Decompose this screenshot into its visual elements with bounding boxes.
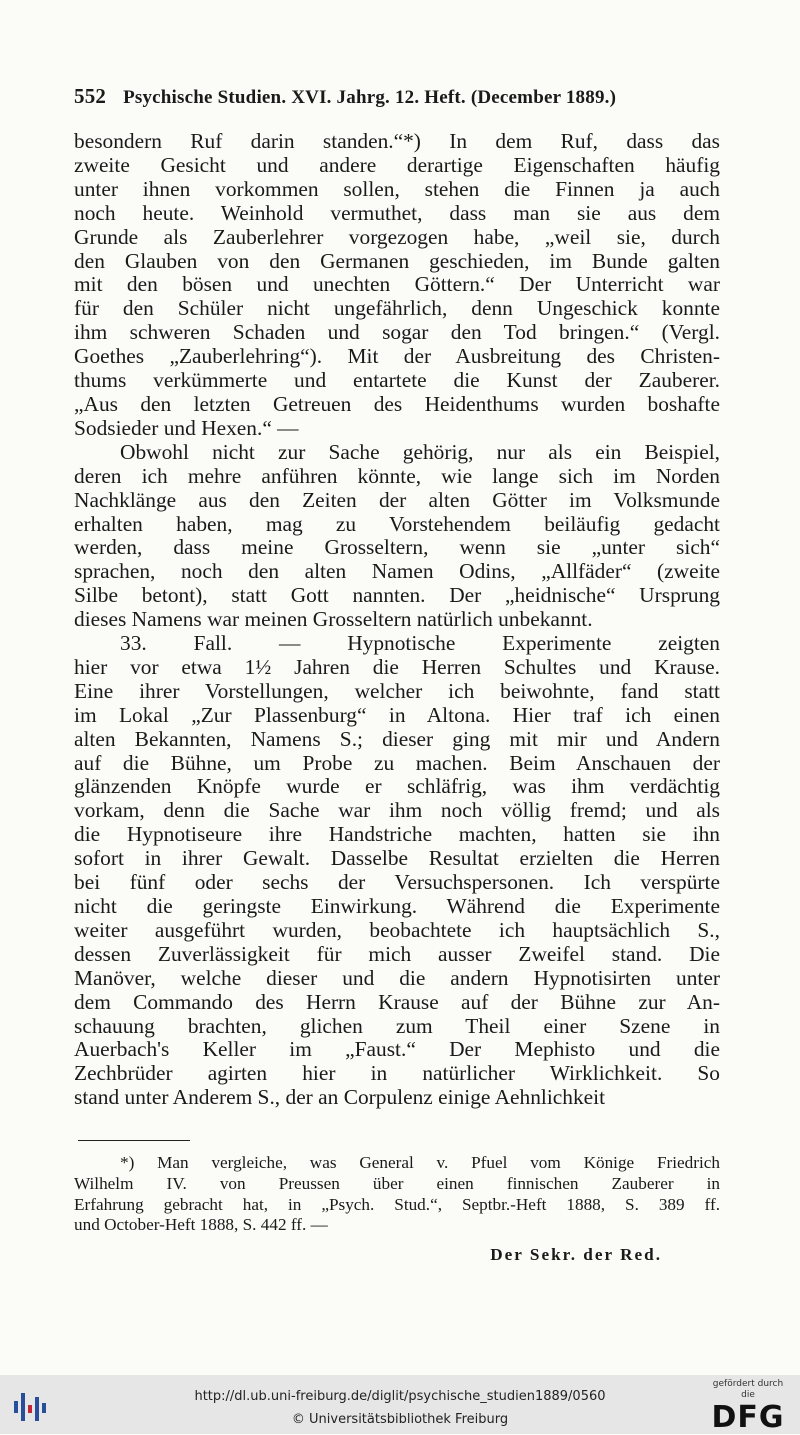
body-line: Auerbach's Keller im „Faust.“ Der Mephisto und die (74, 1038, 720, 1062)
body-line: bei fünf oder sechs der Versuchspersonen. Ich verspürte (74, 871, 720, 895)
body-line: thums verkümmerte und entartete die Kunst der Zauberer. (74, 369, 720, 393)
footnote-line: Erfahrung gebracht hat, in „Psych. Stud.“, Septbr.-Heft 1888, S. 389 ff. (74, 1194, 720, 1214)
body-line: mit den bösen und unechten Göttern.“ Der Unterricht war (74, 273, 720, 297)
body-line: noch heute. Weinhold vermuthet, dass man sie aus dem (74, 201, 720, 225)
body-line: alten Bekannten, Namens S.; dieser ging mit mir und Andern (74, 727, 720, 751)
running-header (74, 84, 724, 109)
dfg-logo-icon[interactable] (706, 1379, 790, 1435)
body-line: vorkam, denn die Sache war ihm noch völlig fremd; und als (74, 799, 720, 823)
body-line: Eine ihrer Vorstellungen, welcher ich beiwohnte, fand statt (74, 679, 720, 703)
body-line: „Aus den letzten Getreuen des Heidenthums wurden boshafte (74, 392, 720, 416)
body-line: 33. Fall. — Hypnotische Experimente zeigten (120, 632, 720, 656)
page-number: 552 (74, 84, 107, 108)
body-line: die Hypnotiseure ihre Handstriche machten, hatten sie ihn (74, 823, 720, 847)
body-line: für den Schüler nicht ungefährlich, denn Ungeschick konnte (74, 297, 720, 321)
body-line: werden, dass meine Grosseltern, wenn sie „unter sich“ (74, 536, 720, 560)
body-text (74, 130, 720, 1110)
body-line: stand unter Anderem S., der an Corpulenz einige Aehnlichkeit (74, 1086, 606, 1110)
body-line: unter ihnen vorkommen sollen, stehen die Finnen ja auch (74, 177, 720, 201)
body-line: auf die Bühne, um Probe zu machen. Beim Anschauen der (74, 751, 720, 775)
body-line: dem Commando des Herrn Krause auf der Bühne zur An- (74, 990, 720, 1014)
body-line: erhalten haben, mag zu Vorstehendem beiläufig gedacht (74, 512, 720, 536)
footnote (74, 1153, 720, 1266)
body-line: nicht die geringste Einwirkung. Während die Experimente (74, 895, 720, 918)
body-line: dessen Zuverlässigkeit für mich ausser Zweifel stand. Die (74, 942, 720, 966)
footnote-line: Wilhelm IV. von Preussen über einen finnischen Zauberer in (74, 1173, 720, 1193)
body-line: besondern Ruf darin standen.“*) In dem Ruf, dass das (74, 130, 720, 153)
body-line: den Glauben von den Germanen geschieden, im Bunde galten (74, 249, 720, 273)
body-line: glänzenden Knöpfe wurde er schläfrig, was ihm verdächtig (74, 775, 720, 799)
body-line: sofort in ihrer Gewalt. Dasselbe Resultat erzielten die Herren (74, 847, 720, 871)
body-line: schauung brachten, glichen zum Theil einer Szene in (74, 1014, 720, 1038)
body-line: Manöver, welche dieser und die andern Hypnotisirten unter (74, 966, 720, 990)
copyright-notice: © Universitätsbibliothek Freiburg (291, 1412, 509, 1427)
body-line: sprachen, noch den alten Namen Odins, „Allfäder“ (zweite (74, 560, 720, 584)
body-line: Grunde als Zauberlehrer vorgezogen habe, „weil sie, durch (74, 225, 720, 249)
footnote-line: und October-Heft 1888, S. 442 ff. — (74, 1215, 328, 1235)
dfg-logo-text: DFG (711, 1400, 785, 1435)
footer-bar (0, 1375, 800, 1434)
body-line: zweite Gesicht und andere derartige Eigenschaften häufig (74, 153, 720, 177)
body-line: Sodsieder und Hexen.“ — (74, 416, 299, 440)
footnote-signature: Der Sekr. der Red. (490, 1245, 662, 1265)
body-line: Goethes „Zauberlehring“). Mit der Ausbreitung des Christen- (74, 345, 720, 369)
footnote-rule (78, 1140, 190, 1141)
body-line: im Lokal „Zur Plassenburg“ in Altona. Hier traf ich einen (74, 703, 720, 727)
body-line: ihm schweren Schaden und sogar den Tod bringen.“ (Vergl. (74, 321, 720, 345)
body-line: hier vor etwa 1½ Jahren die Herren Schultes und Krause. (74, 655, 720, 679)
body-line: Obwohl nicht zur Sache gehörig, nur als ein Beispiel, (120, 440, 720, 464)
body-line: Nachklänge aus den Zeiten der alten Götter im Volksmunde (74, 488, 720, 512)
running-head: Psychische Studien. XVI. Jahrg. 12. Heft. (December 1889.) (123, 87, 617, 108)
footnote-line: *) Man vergleiche, was General v. Pfuel vom Könige Friedrich (120, 1153, 720, 1172)
body-line: weiter ausgeführt wurden, beobachtete ich hauptsächlich S., (74, 918, 720, 942)
body-line: deren ich mehre anführen könnte, wie lange sich im Norden (74, 464, 720, 488)
dfg-caption: gefördert durch die (712, 1379, 784, 1400)
body-line: dieses Namens war meinen Grosseltern natürlich unbekannt. (74, 608, 593, 632)
body-line: Silbe betont), statt Gott nannten. Der „heidnische“ Ursprung (74, 584, 720, 608)
body-line: Zechbrüder agirten hier in natürlicher Wirklichkeit. So (74, 1062, 720, 1086)
permalink-url[interactable]: http://dl.ub.uni-freiburg.de/diglit/psychische_studien1889/0560 (194, 1389, 606, 1404)
